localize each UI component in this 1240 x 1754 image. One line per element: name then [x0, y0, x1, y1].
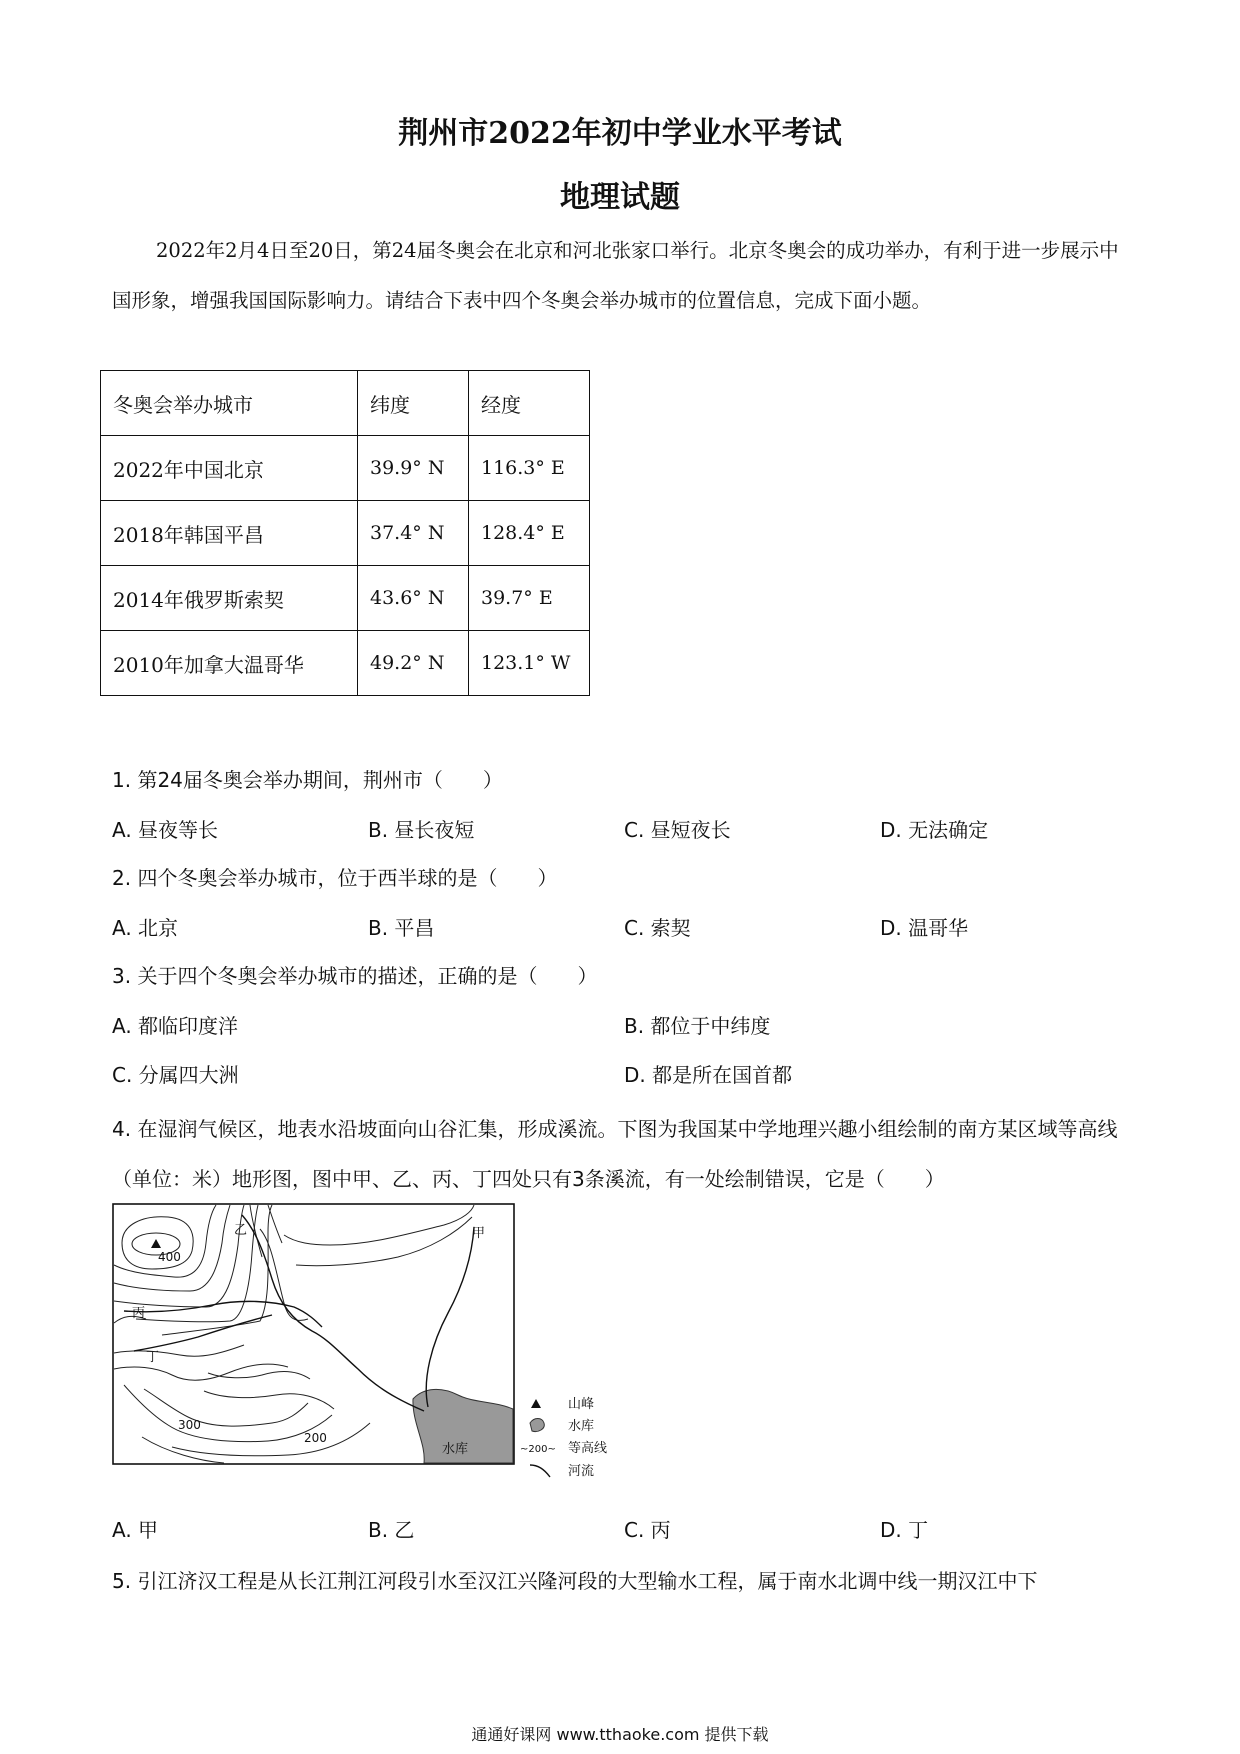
legend-river-icon — [530, 1465, 550, 1477]
page-subtitle: 地理试题 — [560, 180, 680, 215]
question-3-option-c: C. 分属四大洲 — [112, 1063, 239, 1087]
table-row — [101, 566, 590, 631]
question-2-option-b: B. 平昌 — [368, 916, 435, 940]
question-3-stem: 3. 关于四个冬奥会举办城市的描述，正确的是（ ） — [112, 964, 598, 988]
table-header-row — [101, 371, 590, 436]
table-row — [101, 631, 590, 696]
table-cell: 39.7° E — [469, 566, 590, 631]
question-3-option-b: B. 都位于中纬度 — [624, 1014, 771, 1038]
table-cell: 2022年中国北京 — [101, 436, 358, 501]
table-cell: 43.6° N — [358, 566, 469, 631]
question-1-stem: 1. 第24届冬奥会举办期间，荆州市（ ） — [112, 768, 503, 792]
map-label-yi: 乙 — [234, 1223, 248, 1238]
question-2-option-c: C. 索契 — [624, 916, 691, 940]
question-1-option-d: D. 无法确定 — [880, 818, 989, 842]
table-row — [101, 501, 590, 566]
question-2-option-a: A. 北京 — [112, 916, 179, 940]
question-5-stem: 5. 引江济汉工程是从长江荆江河段引水至汉江兴隆河段的大型输水工程，属于南水北调中线一期汉江中下 — [112, 1569, 1038, 1593]
question-3-option-a: A. 都临印度洋 — [112, 1014, 239, 1038]
table-cell: 37.4° N — [358, 501, 469, 566]
contour-map — [112, 1203, 632, 1493]
question-2-option-d: D. 温哥华 — [880, 916, 969, 940]
map-label-bing: 丙 — [132, 1306, 146, 1321]
question-4-option-a: A. 甲 — [112, 1518, 159, 1542]
table-cell: 123.1° W — [469, 631, 590, 696]
host-city-table — [100, 370, 590, 696]
table-cell: 49.2° N — [358, 631, 469, 696]
table-cell: 128.4° E — [469, 501, 590, 566]
question-4-option-d: D. 丁 — [880, 1518, 929, 1542]
map-label-jia: 甲 — [472, 1226, 486, 1241]
legend-contour-label: 等高线 — [568, 1441, 608, 1456]
table-header-cell: 经度 — [469, 371, 590, 436]
contour-label-300: 300 — [178, 1418, 201, 1432]
table-header-cell: 纬度 — [358, 371, 469, 436]
question-1-option-a: A. 昼夜等长 — [112, 818, 219, 842]
question-4-option-b: B. 乙 — [368, 1518, 415, 1542]
question-2-stem: 2. 四个冬奥会举办城市，位于西半球的是（ ） — [112, 866, 558, 890]
question-4-option-c: C. 丙 — [624, 1518, 671, 1542]
question-1-option-c: C. 昼短夜长 — [624, 818, 731, 842]
reservoir-label: 水库 — [442, 1442, 469, 1457]
table-cell: 116.3° E — [469, 436, 590, 501]
question-1-option-b: B. 昼长夜短 — [368, 818, 475, 842]
contour-label-400: 400 — [158, 1250, 181, 1264]
intro-paragraph — [112, 226, 1132, 326]
legend-reservoir-icon — [530, 1419, 544, 1432]
table-cell: 2018年韩国平昌 — [101, 501, 358, 566]
map-label-ding: 丁 — [146, 1350, 160, 1365]
table-cell: 39.9° N — [358, 436, 469, 501]
legend-reservoir-label: 水库 — [568, 1419, 595, 1434]
legend-peak-label: 山峰 — [568, 1397, 595, 1412]
map-legend — [520, 1397, 607, 1479]
question-3-option-d: D. 都是所在国首都 — [624, 1063, 793, 1087]
page-footer: 通通好课网 www.tthaoke.com 提供下载 — [471, 1725, 769, 1744]
question-4-stem: 4. 在湿润气候区，地表水沿坡面向山谷汇集，形成溪流。下图为我国某中学地理兴趣小组绘制的南方某区域等高线（单位：米）地形图，图中甲、乙、丙、丁四处只有3条溪流，有一处绘制错误，它是（ ） — [112, 1117, 1118, 1191]
page-title: 荆州市2022年初中学业水平考试 — [398, 116, 842, 151]
table-cell: 2010年加拿大温哥华 — [101, 631, 358, 696]
legend-river-label: 河流 — [568, 1464, 595, 1479]
intro-text: 2022年2月4日至20日，第24届冬奥会在北京和河北张家口举行。北京冬奥会的成功举办，有利于进一步展示中国形象，增强我国国际影响力。请结合下表中四个冬奥会举办城市的位置信息，完成下面小题。 — [112, 239, 1119, 312]
contour-label-200: 200 — [304, 1431, 327, 1445]
table-row — [101, 436, 590, 501]
legend-contour-sample: ~200~ — [520, 1444, 556, 1455]
table-header-cell: 冬奥会举办城市 — [101, 371, 358, 436]
legend-peak-icon — [531, 1399, 541, 1408]
table-cell: 2014年俄罗斯索契 — [101, 566, 358, 631]
